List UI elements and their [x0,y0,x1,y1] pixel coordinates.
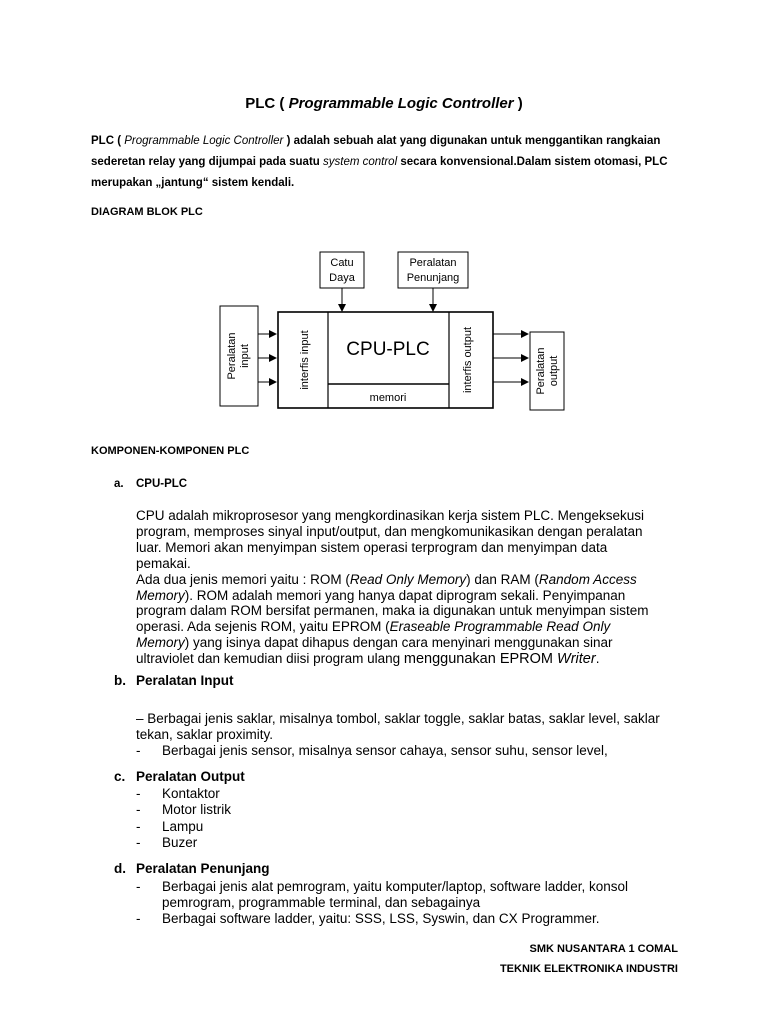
intro-paragraph: PLC ( Programmable Logic Controller ) adalah sebuah alat yang digunakan untuk menggantikan rangkaian sederetan relay yang dijumpai pada suatu system control secara konvensional.Dalam sistem otomasi, PLC merupakan „jantung“ sistem kendali. [91,135,668,189]
interfis-input-label: interfis input [299,330,311,390]
section-a-line: program dalam ROM bersifat permanen, maka ia digunakan untuk menyimpan sistem [136,603,649,619]
page-title: PLC ( Programmable Logic Controller ) [245,95,523,112]
list-item: - Buzer [136,835,198,850]
section-a-line: Ada dua jenis memori yaitu : ROM (Read Only Memory) dan RAM (Random Access [136,571,637,587]
output-device-label-1: Peralatan [535,347,547,395]
memori-label: memori [369,392,407,404]
list-item: - Kontaktor [136,786,220,801]
catu-label-2: Daya [329,272,355,284]
section-b-body [136,711,696,743]
plc-block-diagram [200,248,570,420]
section-b-marker: b. [114,673,126,688]
list-item: - Motor listrik [136,802,232,817]
list-item: - Berbagai software ladder, yaitu: SSS, LSS, Syswin, dan CX Programmer. [136,911,600,926]
penunjang-label-2: Penunjang [406,272,460,284]
list-item: - Lampu [136,819,204,834]
footer-school: SMK NUSANTARA 1 COMAL [529,943,678,955]
section-a-line: Memory) yang isinya dapat dihapus dengan cara menyinari menggunakan sinar [136,635,613,651]
section-a-line: operasi. Ada sejenis ROM, yaitu EPROM (Eraseable Programmable Read Only [136,619,611,635]
input-device-label-1: Peralatan [226,332,238,380]
section-a-line: luar. Memori akan menyimpan sistem operasi terprogram dan menyimpan data [136,539,608,555]
list-item: - Berbagai jenis alat pemrogram, yaitu komputer/laptop, software ladder, konsol pemrogram, programmable terminal, dan sebagainya [136,879,629,910]
section-a-line: CPU adalah mikroprosesor yang mengkordinasikan kerja sistem PLC. Mengeksekusi [136,508,644,523]
section-a-line: pemakai. [136,555,191,571]
catu-label-1: Catu [330,257,354,269]
section-b-title: Peralatan Input [136,673,234,688]
section-b-line: tekan, saklar proximity. [136,726,274,742]
penunjang-label-1: Peralatan [409,257,457,269]
section-c-title: Peralatan Output [136,769,245,784]
section-a-body [136,508,696,668]
section-a-line: ultraviolet dan kemudian diisi program ulang menggunakan EPROM Writer. [136,651,600,668]
output-device-label-2: output [548,355,560,387]
components-heading: KOMPONEN-KOMPONEN PLC [91,445,250,457]
interfis-output-label: interfis output [462,326,474,394]
section-a-line: program, memproses sinyal input/output, dan mengkomunikasikan dengan peralatan [136,523,643,539]
diagram-heading: DIAGRAM BLOK PLC [91,206,203,218]
input-device-label-2: input [239,344,251,368]
cpu-plc-label: CPU-PLC [346,339,430,360]
section-a-marker: a. [114,478,124,490]
section-a-title: CPU-PLC [136,478,188,490]
section-b-bullet: - Berbagai jenis sensor, misalnya sensor cahaya, sensor suhu, sensor level, [136,743,608,758]
section-a-line: Memory). ROM adalah memori yang hanya dapat diprogram sekali. Penyimpanan [136,587,626,603]
section-c-marker: c. [114,769,126,784]
section-d-marker: d. [114,861,126,876]
footer-department: TEKNIK ELEKTRONIKA INDUSTRI [499,963,678,975]
section-d-title: Peralatan Penunjang [136,861,270,876]
section-b-line: – Berbagai jenis saklar, misalnya tombol, saklar toggle, saklar batas, saklar level, saklar [136,711,660,726]
